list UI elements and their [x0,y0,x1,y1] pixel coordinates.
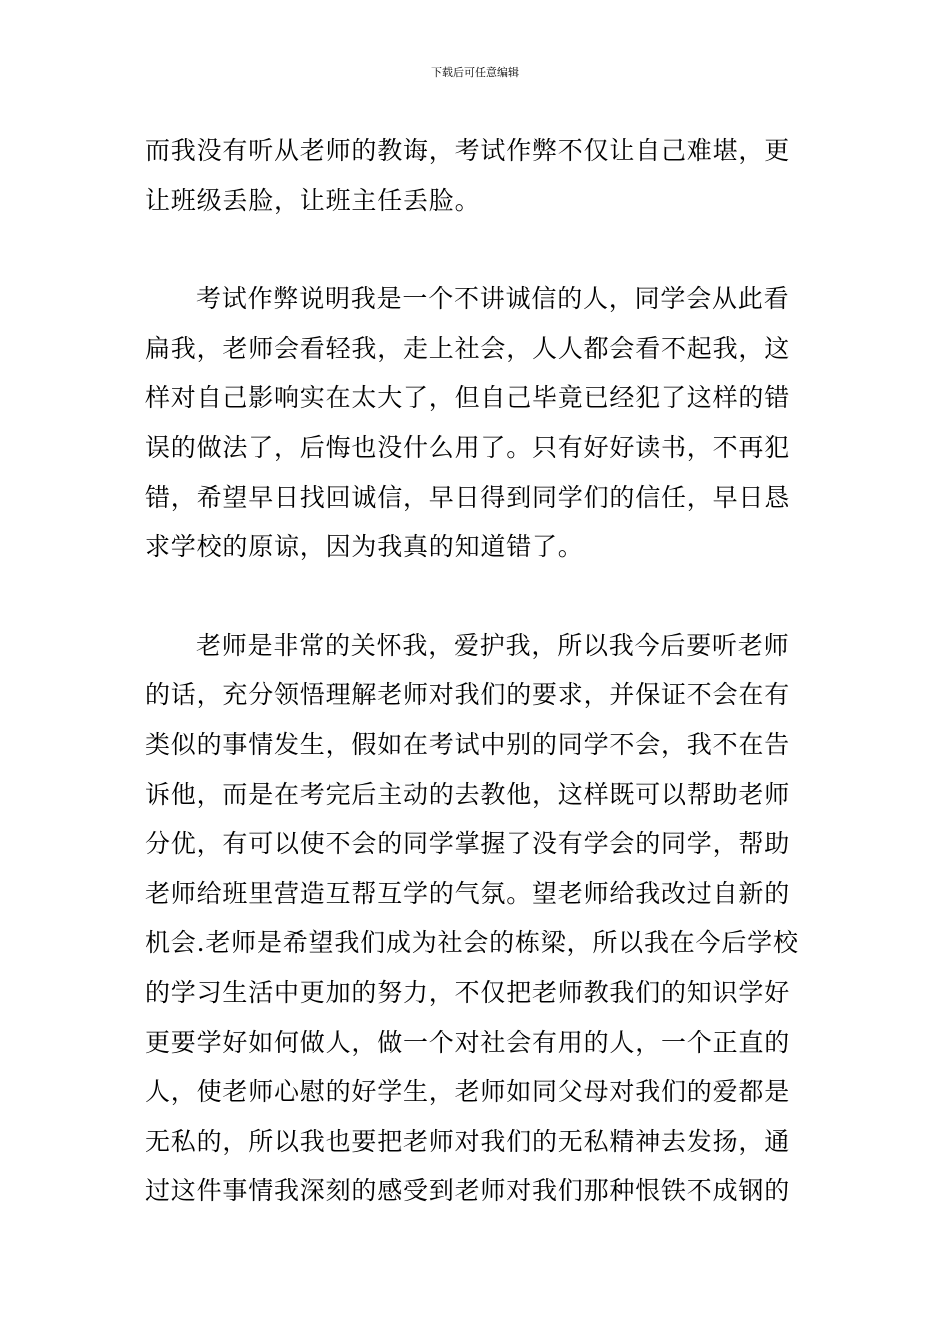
text-line: 而我没有听从老师的教诲，考试作弊不仅让自己难堪，更 [145,136,791,165]
text-line: 考试作弊说明我是一个不讲诚信的人，同学会从此看 [196,284,790,314]
text-line: 机会.老师是希望我们成为社会的栋梁，所以我在今后学校 [145,928,799,958]
text-line: 扁我，老师会看轻我，走上社会，人人都会看不起我，这 [145,333,791,363]
text-line: 无私的，所以我也要把老师对我们的无私精神去发扬，通 [145,1126,791,1156]
paragraph-2 [145,274,809,572]
paragraph-1 [145,126,809,225]
paragraph-3 [145,621,809,1216]
text-line: 更要学好如何做人，做一个对社会有用的人，一个正直的 [145,1027,791,1057]
text-line: 样对自己影响实在太大了，但自己毕竟已经犯了这样的错 [145,383,791,413]
page-header: 下载后可任意编辑 [431,66,519,79]
text-line: 分优，有可以使不会的同学掌握了没有学会的同学，帮助 [145,829,791,859]
text-line: 的话，充分领悟理解老师对我们的要求，并保证不会在有 [145,680,791,710]
text-line: 让班级丢脸，让班主任丢脸。 [145,185,481,215]
text-line: 诉他，而是在考完后主动的去教他，这样既可以帮助老师 [145,779,791,809]
text-line: 误的做法了，后悔也没什么用了。只有好好读书，不再犯 [145,432,791,462]
text-line: 老师是非常的关怀我，爱护我，所以我今后要听老师 [196,630,790,660]
document-body [145,126,809,1216]
text-line: 错，希望早日找回诚信，早日得到同学们的信任，早日恳 [145,482,791,512]
text-line: 人，使老师心慰的好学生，老师如同父母对我们的爱都是 [145,1077,791,1107]
text-line: 过这件事情我深刻的感受到老师对我们那种恨铁不成钢的 [145,1176,791,1206]
text-line: 老师给班里营造互帮互学的气氛。望老师给我改过自新的 [145,878,791,908]
text-line: 的学习生活中更加的努力，不仅把老师教我们的知识学好 [145,977,791,1007]
text-line: 求学校的原谅，因为我真的知道错了。 [145,532,584,562]
text-line: 类似的事情发生，假如在考试中别的同学不会，我不在告 [145,729,791,759]
